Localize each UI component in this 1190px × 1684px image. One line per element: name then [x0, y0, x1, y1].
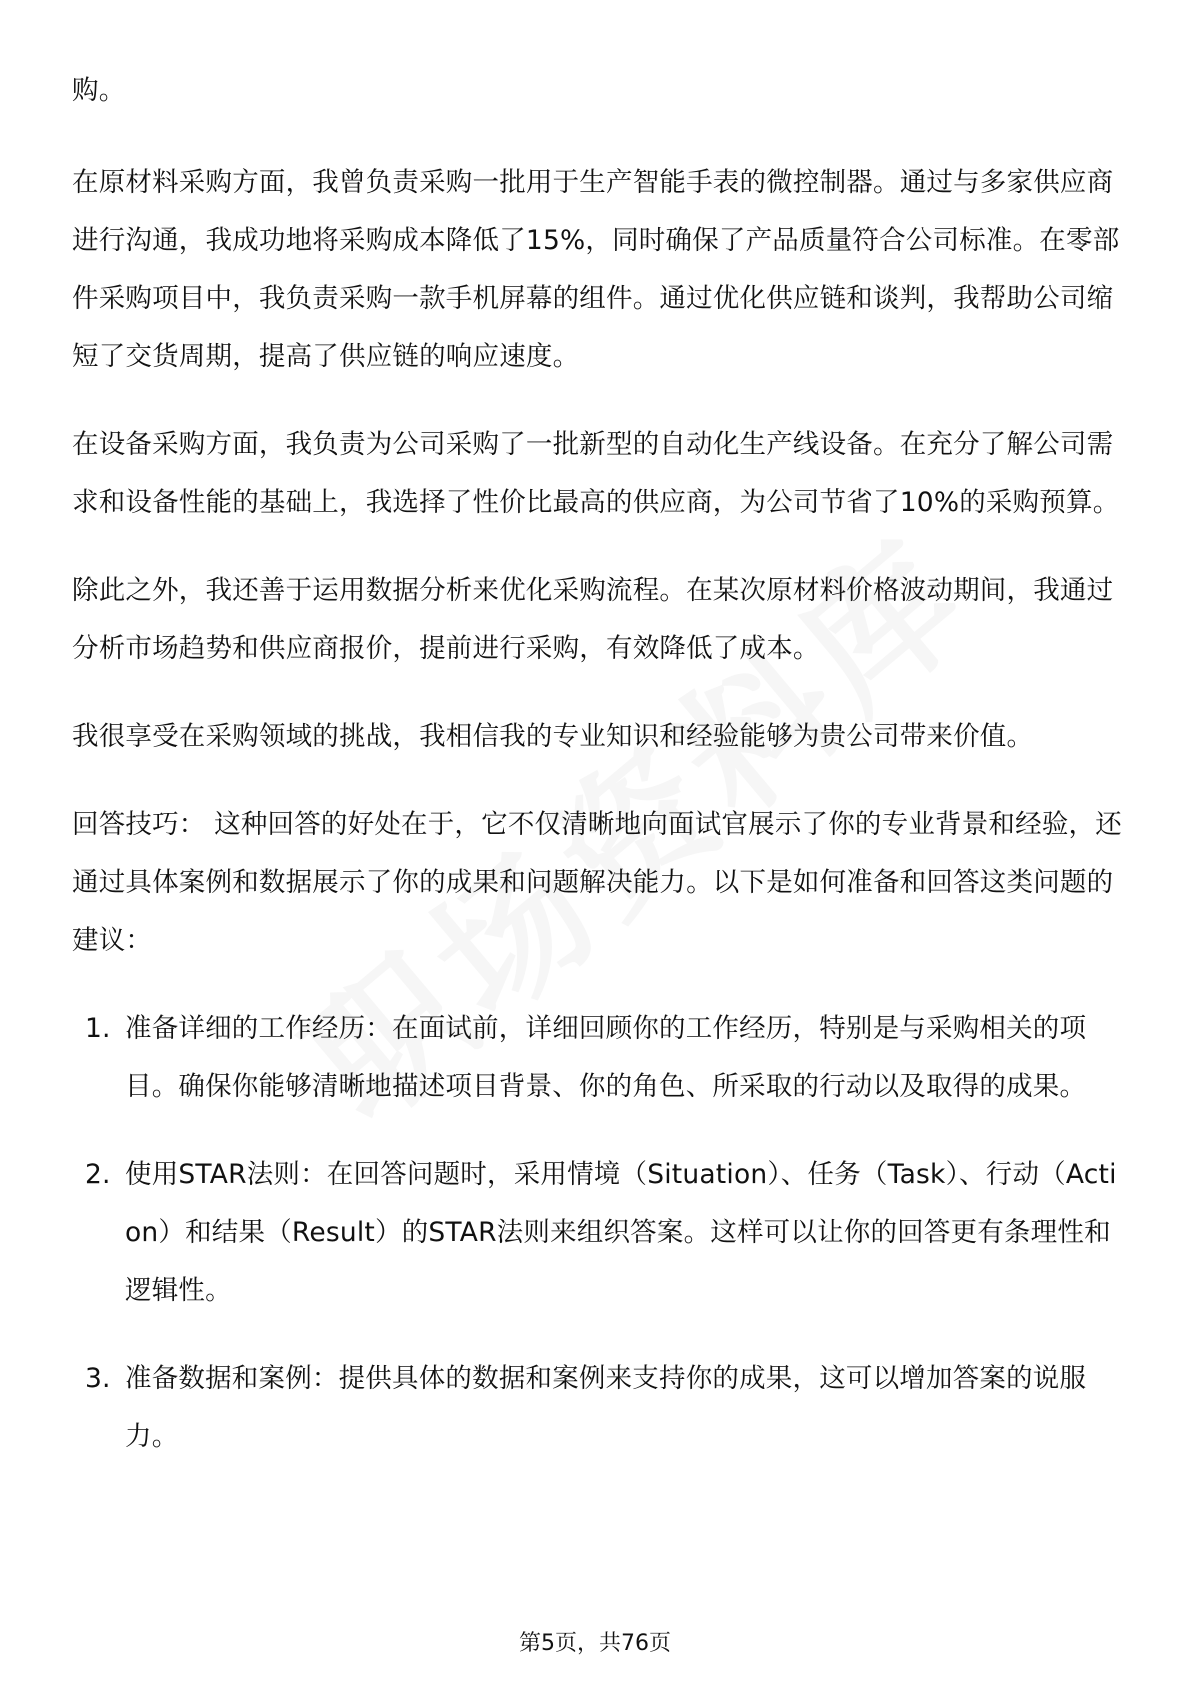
- list-item: [72, 1000, 1124, 1116]
- page-footer: 第5页，共76页: [519, 1631, 671, 1656]
- paragraph-0: 购。: [72, 75, 126, 106]
- list-item: [72, 1146, 1124, 1320]
- paragraph-1: 在原材料采购方面，我曾负责采购一批用于生产智能手表的微控制器。通过与多家供应商进行沟通，我成功地将采购成本降低了15%，同时确保了产品质量符合公司标准。在零部件采购项目中，我负责采购一款手机屏幕的组件。通过优化供应链和谈判，我帮助公司缩短了交货周期，提高了供应链的响应速度。: [72, 167, 1120, 372]
- list-text: 准备详细的工作经历：在面试前，详细回顾你的工作经历，特别是与采购相关的项目。确保你能够清晰地描述项目背景、你的角色、所采取的行动以及取得的成果。: [125, 1013, 1087, 1102]
- list-number: 1.: [85, 1013, 111, 1044]
- list-text: 准备数据和案例：提供具体的数据和案例来支持你的成果，这可以增加答案的说服力。: [125, 1363, 1087, 1452]
- document-page: [72, 62, 1124, 1496]
- list-item: [72, 1350, 1124, 1466]
- paragraph-3: 除此之外，我还善于运用数据分析来优化采购流程。在某次原材料价格波动期间，我通过分析市场趋势和供应商报价，提前进行采购，有效降低了成本。: [72, 575, 1114, 664]
- list-text: 使用STAR法则：在回答问题时，采用情境（Situation）、任务（Task）、行动（Action）和结果（Result）的STAR法则来组织答案。这样可以让你的回答更有条理性和逻辑性。: [125, 1159, 1117, 1306]
- tips-list: [72, 1000, 1124, 1466]
- paragraph-5: 回答技巧： 这种回答的好处在于，它不仅清晰地向面试官展示了你的专业背景和经验，还通过具体案例和数据展示了你的成果和问题解决能力。以下是如何准备和回答这类问题的建议：: [72, 809, 1122, 956]
- paragraph-2: 在设备采购方面，我负责为公司采购了一批新型的自动化生产线设备。在充分了解公司需求和设备性能的基础上，我选择了性价比最高的供应商，为公司节省了10%的采购预算。: [72, 429, 1120, 518]
- list-number: 2.: [85, 1159, 111, 1190]
- list-number: 3.: [85, 1363, 111, 1394]
- paragraph-4: 我很享受在采购领域的挑战，我相信我的专业知识和经验能够为贵公司带来价值。: [72, 721, 1034, 752]
